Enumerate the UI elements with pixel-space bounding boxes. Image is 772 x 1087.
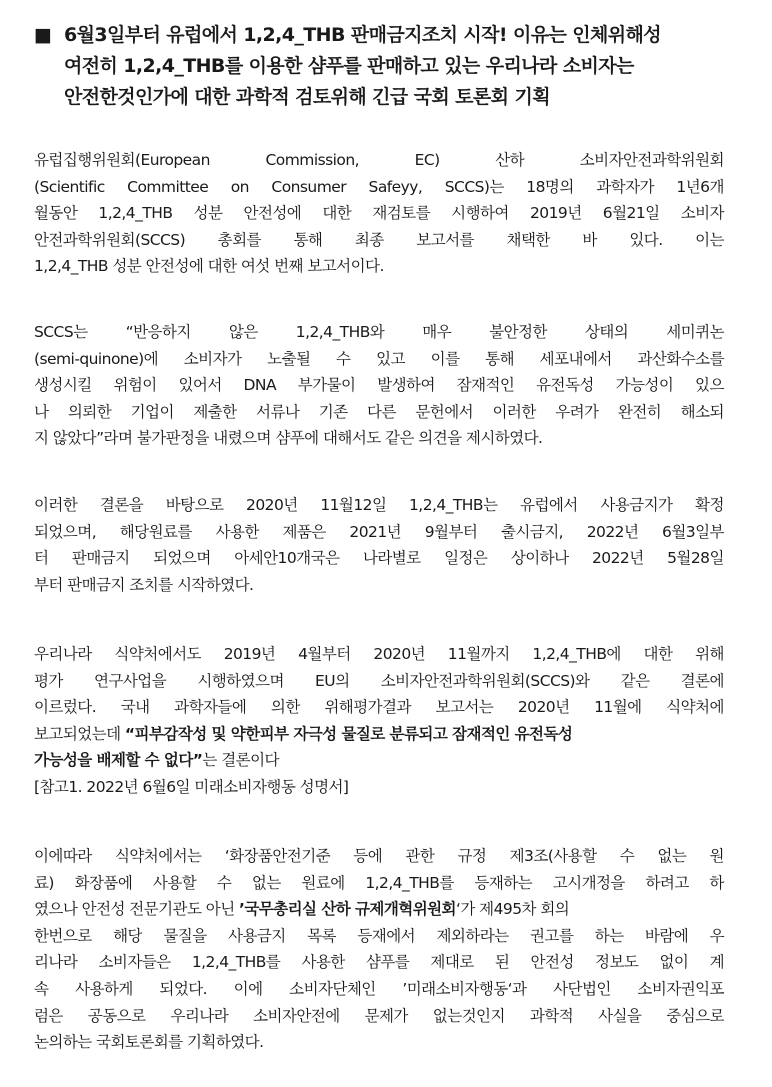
- paragraph-line: [34, 870, 724, 897]
- word: 보고서는: [435, 698, 494, 717]
- word: 바: [582, 230, 597, 249]
- word: 11월까지: [447, 645, 510, 663]
- paragraph-line: [34, 1003, 724, 1030]
- word: 과학자들에: [174, 698, 247, 717]
- word: 이르렀다.: [34, 698, 97, 717]
- word: (Scientific: [34, 177, 105, 196]
- word: 소비자단체인: [289, 979, 376, 998]
- paragraph-line: 논의하는 국회토론회를 기획하였다.: [34, 1033, 264, 1052]
- square-bullet-icon: ■: [34, 24, 52, 46]
- word: 고시개정을: [552, 873, 625, 892]
- word: 보고서를: [416, 230, 474, 249]
- word: 5월28일: [667, 549, 724, 568]
- reference-note: [참고1. 2022년 6월6일 미래소비자행동 성명서]: [34, 777, 349, 796]
- word: 목록: [307, 926, 336, 945]
- paragraph-line: 1,2,4_THB 성분 안전성에 대한 여섯 번째 보고서이다.: [34, 257, 384, 276]
- paragraph-line: [34, 399, 724, 426]
- word: ’미래소비자행동‘과: [402, 979, 527, 998]
- paragraph-line: [34, 319, 724, 346]
- word: 해당: [113, 926, 142, 945]
- word: 다른: [367, 402, 396, 421]
- word: 아세안10개국은: [234, 549, 340, 568]
- word: 있고: [376, 349, 405, 368]
- word: 이는: [695, 230, 724, 249]
- paragraph-line: [34, 372, 724, 399]
- word: 이에: [233, 979, 263, 998]
- word: 정보도: [595, 953, 639, 972]
- word: DNA: [243, 376, 276, 395]
- word: 바람에: [644, 926, 689, 945]
- word: 위험이: [113, 376, 157, 395]
- word: 식약처에서도: [114, 645, 201, 663]
- paragraph-line: [34, 200, 724, 227]
- word: 샴푸를: [365, 953, 410, 972]
- paragraph-line: 부터 판매금지 조치를 시작하였다.: [34, 575, 254, 594]
- word: 원료에: [301, 873, 345, 892]
- word: 2020년: [517, 698, 570, 717]
- word: 1,2,4_THB에: [532, 645, 621, 663]
- word: “반응하지: [125, 323, 191, 341]
- word: 되었으며,: [34, 522, 97, 541]
- word: 2022년: [586, 522, 639, 541]
- word: 않은: [228, 323, 258, 341]
- paragraph-line: [34, 545, 724, 572]
- word: on: [230, 177, 249, 196]
- word: 소비자가: [183, 349, 242, 368]
- word: 사단법인: [553, 979, 611, 998]
- word: 일정은: [444, 549, 488, 568]
- word: 우: [709, 926, 724, 945]
- word: 기업이: [130, 402, 174, 421]
- word: 해소되: [680, 402, 724, 421]
- word: 의한: [270, 698, 300, 717]
- word: 사용한: [301, 953, 345, 972]
- paragraph-5: [34, 843, 724, 1056]
- word: 2019년: [223, 645, 276, 663]
- paragraph-4: [34, 641, 724, 801]
- word: 소비자안전에: [253, 1006, 340, 1025]
- word: 터: [34, 549, 49, 568]
- word: 1년6개: [676, 177, 724, 196]
- word: 제외하라는: [436, 926, 509, 945]
- paragraph-line: [34, 346, 724, 373]
- plain-text: 였으나 안전성 전문기관도 아닌: [34, 900, 240, 919]
- word: 출시금지,: [500, 522, 564, 541]
- word: 바탕으로: [165, 496, 224, 514]
- word: 상이하나: [510, 549, 569, 568]
- word: 이를: [430, 349, 460, 368]
- word: 문제가: [364, 1006, 408, 1025]
- word: 완전히: [617, 402, 662, 421]
- word: 문헌에서: [415, 402, 474, 421]
- word: 1,2,4_THB를: [191, 953, 281, 972]
- word: 2019년: [529, 204, 582, 223]
- word: 없이: [659, 953, 689, 972]
- word: 료): [34, 873, 54, 892]
- headline-line-3: 안전한것인가에 대한 과학적 검토위해 긴급 국회 토론회 기획: [64, 86, 550, 108]
- emphasis-text: 가능성을 배제할 수 없다”: [34, 751, 203, 770]
- paragraph-line: [34, 492, 724, 519]
- word: 같은: [620, 671, 650, 690]
- word: 사용한: [215, 522, 259, 541]
- word: 11월에: [594, 698, 642, 717]
- word: (semi-quinone)에: [34, 349, 159, 368]
- word: EU의: [315, 671, 350, 690]
- word: 과학자가: [596, 177, 654, 196]
- paragraph-line: [34, 174, 724, 201]
- word: 결론에: [680, 671, 724, 690]
- word: 나: [34, 402, 49, 421]
- word: 제출한: [193, 402, 237, 421]
- word: 하는: [594, 926, 624, 945]
- paragraph-line: [34, 949, 724, 976]
- word: 통해: [293, 230, 323, 249]
- word: 이러한: [34, 496, 78, 514]
- word: 식약처에서는: [114, 847, 202, 865]
- word: 하: [709, 873, 724, 892]
- word: 수: [336, 349, 351, 368]
- word: 판매금지: [71, 549, 130, 568]
- word: 통해: [485, 349, 515, 368]
- word: 사용금지: [228, 926, 286, 945]
- word: 6월21일: [602, 204, 660, 223]
- word: 리나라: [34, 953, 78, 972]
- word: 안전과학위원회(SCCS): [34, 230, 186, 249]
- word: 속: [34, 979, 49, 998]
- word: 소비자: [680, 204, 724, 223]
- word: 9월부터: [424, 522, 478, 541]
- word: 대한: [643, 645, 673, 663]
- word: 세포내에서: [539, 349, 612, 368]
- word: 나라별로: [362, 549, 421, 568]
- word: 물질을: [163, 926, 207, 945]
- word: Committee: [127, 177, 209, 196]
- word: 우리나라: [170, 1006, 229, 1025]
- word: 시행하여: [451, 204, 509, 223]
- emphasis-text: ’국무총리실 산하 규제개혁위원회: [239, 900, 456, 919]
- word: 매우: [422, 323, 452, 341]
- word: EC): [414, 151, 440, 169]
- paragraph-line: [34, 923, 724, 950]
- word: 계: [709, 953, 724, 972]
- paragraph-line: [34, 747, 724, 774]
- word: 2021년: [349, 522, 402, 541]
- word: Commission,: [265, 151, 359, 169]
- word: 유럽에서: [520, 496, 578, 514]
- word: 최종: [354, 230, 384, 249]
- word: 재검토를: [372, 204, 431, 223]
- word: 식약처에: [666, 698, 724, 717]
- word: 제품은: [282, 522, 326, 541]
- word: 발생하여: [377, 376, 435, 395]
- word: 1,2,4_THB: [98, 204, 173, 223]
- word: 평가: [34, 671, 63, 690]
- word: 하려고: [645, 873, 689, 892]
- paragraph-line: [34, 896, 724, 923]
- paragraph-line: [34, 668, 724, 695]
- word: 없는: [251, 873, 281, 892]
- word: 제3조(사용할: [509, 847, 597, 865]
- word: 있다.: [629, 230, 663, 249]
- headline-line-2: 여전히 1,2,4_THB를 이용한 샴푸를 판매하고 있는 우리나라 소비자는: [64, 55, 634, 77]
- plain-text: 보고되었는데: [34, 724, 125, 743]
- word: 확정: [695, 496, 724, 514]
- paragraph-line: [34, 843, 724, 870]
- word: 1,2,4_THB를: [365, 873, 454, 892]
- word: 안전성에: [243, 204, 302, 223]
- word: 불안정한: [489, 323, 547, 341]
- word: 우려가: [555, 402, 599, 421]
- headline: [34, 20, 734, 113]
- word: 성분: [193, 204, 223, 223]
- word: 수: [216, 873, 232, 892]
- word: 럼은: [34, 1006, 63, 1025]
- word: 2020년: [246, 496, 298, 514]
- word: 2022년: [591, 549, 644, 568]
- word: 된: [494, 953, 510, 972]
- word: 안전성: [530, 953, 574, 972]
- word: 중심으로: [666, 1006, 724, 1025]
- paragraph-2: [34, 319, 724, 452]
- word: 사실을: [598, 1006, 642, 1025]
- word: 없는: [657, 847, 687, 865]
- word: ‘화장품안전기준: [224, 847, 331, 865]
- word: 되었다.: [159, 979, 208, 998]
- word: 수: [619, 847, 635, 865]
- word: Consumer: [271, 177, 347, 196]
- word: 소비자들은: [98, 953, 171, 972]
- word: 연구사업을: [94, 671, 167, 690]
- paragraph-1: [34, 147, 724, 280]
- word: SCCS)는: [444, 177, 504, 196]
- word: 제대로: [430, 953, 474, 972]
- word: 총회를: [217, 230, 261, 249]
- word: 화장품에: [74, 873, 133, 892]
- paragraph-line: [34, 721, 724, 748]
- word: 국내: [120, 698, 150, 717]
- word: 세미퀴논: [666, 323, 724, 341]
- word: 소비자안전과학위원회(SCCS)와: [380, 671, 590, 690]
- paragraph-line: [34, 519, 724, 546]
- word: 과산화수소를: [637, 349, 724, 368]
- word: 등에: [353, 847, 383, 865]
- paragraph-line: [34, 227, 724, 254]
- word: 유전독성: [536, 376, 594, 395]
- word: 잠재적인: [456, 376, 515, 395]
- word: 시행하였으며: [197, 671, 284, 690]
- word: 11월12일: [320, 496, 387, 514]
- word: 6월3일부: [662, 522, 724, 541]
- word: 등재하는: [474, 873, 533, 892]
- word: 1,2,4_THB와: [295, 323, 385, 341]
- paragraph-line: [34, 694, 724, 721]
- word: 대한: [322, 204, 352, 223]
- word: 의뢰한: [67, 402, 112, 421]
- word: 사용하게: [75, 979, 133, 998]
- word: 노출될: [267, 349, 311, 368]
- word: 4월부터: [298, 645, 351, 663]
- word: 기존: [318, 402, 348, 421]
- word: 되었으며: [153, 549, 211, 568]
- paragraph-line: [34, 641, 724, 668]
- emphasis-text: “피부감작성 및 약한피부 자극성 물질로 분류되고 잠재적인 유전독성: [124, 724, 573, 743]
- word: 생성시킬: [34, 376, 92, 395]
- word: 원: [709, 847, 724, 865]
- word: 관한: [405, 847, 435, 865]
- word: 서류나: [256, 402, 300, 421]
- word: 부가물이: [297, 376, 356, 395]
- word: 있어서: [178, 376, 222, 395]
- word: 있으: [695, 376, 724, 395]
- word: 2020년: [373, 645, 426, 663]
- word: 해당원료를: [119, 522, 192, 541]
- word: 월동안: [34, 204, 78, 223]
- word: 이에따라: [34, 847, 92, 865]
- word: 없는것인지: [432, 1006, 505, 1025]
- word: 우리나라: [34, 645, 92, 663]
- word: SCCS는: [34, 323, 88, 341]
- word: 이러한: [492, 402, 536, 421]
- word: 소비자권익포: [637, 979, 724, 998]
- word: 사용금지가: [600, 496, 673, 514]
- word: 위해평가결과: [324, 698, 411, 717]
- word: 공동으로: [87, 1006, 146, 1025]
- word: 위해: [695, 645, 724, 663]
- headline-line-1: 6월3일부터 유럽에서 1,2,4_THB 판매금지조치 시작! 이유는 인체위해성: [64, 24, 662, 46]
- word: 18명의: [526, 177, 574, 196]
- word: 소비자안전과학위원회: [579, 151, 724, 169]
- plain-text: ‘가 제495차 회의: [455, 900, 570, 919]
- paragraph-line: [34, 147, 724, 174]
- word: 1,2,4_THB는: [409, 496, 498, 514]
- word: 과학적: [529, 1006, 574, 1025]
- plain-text: 는 결론이다: [202, 751, 279, 770]
- word: 상태의: [584, 323, 629, 341]
- word: 결론을: [99, 496, 144, 514]
- paragraph-3: [34, 492, 724, 598]
- word: 산하: [495, 151, 525, 169]
- word: 등재에서: [357, 926, 416, 945]
- word: 규정: [457, 847, 487, 865]
- word: Safeyy,: [368, 177, 423, 196]
- word: 가능성이: [615, 376, 674, 395]
- paragraph-line: [34, 976, 724, 1003]
- word: 채택한: [506, 230, 550, 249]
- word: 사용할: [152, 873, 197, 892]
- word: 한번으로: [34, 926, 92, 945]
- paragraph-line: 지 않았다”라며 불가판정을 내렸으며 샴푸에 대해서도 같은 의견을 제시하였다.: [34, 429, 543, 448]
- word: 권고를: [529, 926, 574, 945]
- word: 유럽집행위원회(European: [34, 151, 210, 169]
